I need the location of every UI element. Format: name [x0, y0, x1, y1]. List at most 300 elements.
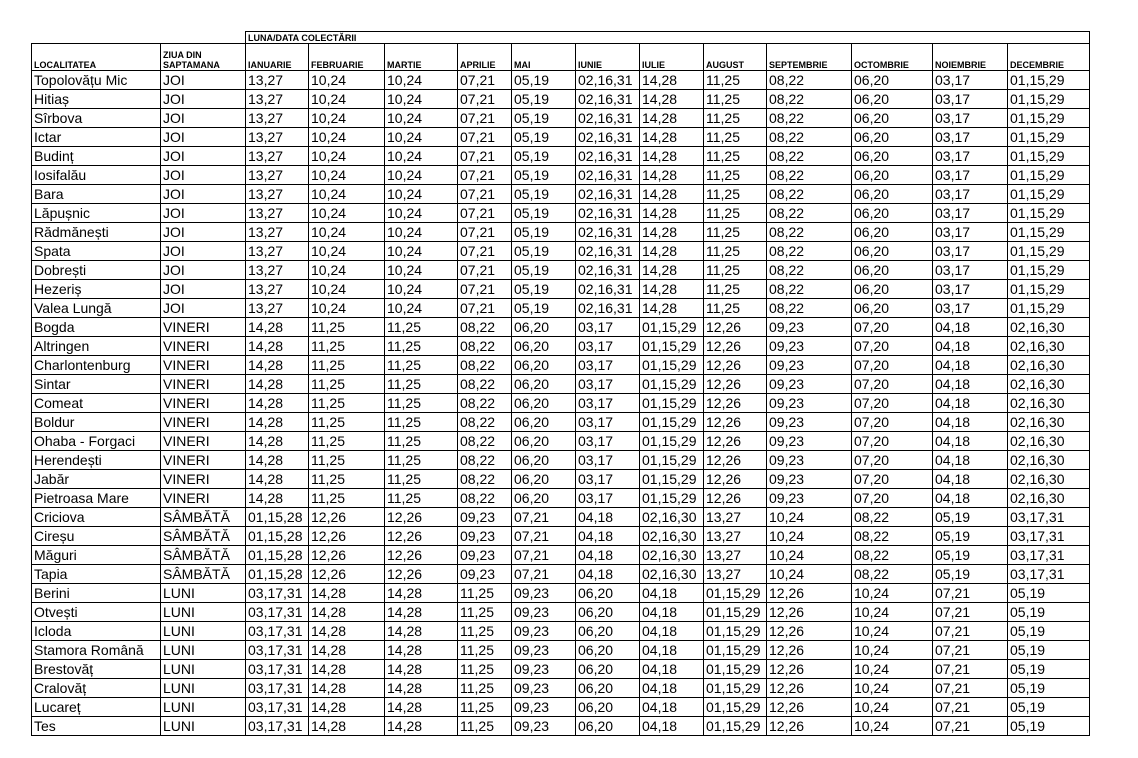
collection-dates-cell: 01,15,29	[1008, 242, 1090, 261]
collection-dates-cell: 07,21	[458, 242, 512, 261]
collection-dates-cell: 11,25	[704, 280, 767, 299]
collection-dates-cell: 09,23	[767, 432, 852, 451]
collection-dates-cell: 13,27	[246, 204, 309, 223]
collection-dates-cell: 03,17	[576, 489, 640, 508]
collection-dates-cell: 06,20	[512, 413, 576, 432]
table-row	[32, 147, 1090, 166]
collection-dates-cell: 03,17,31	[1008, 546, 1090, 565]
collection-dates-cell: 03,17	[576, 470, 640, 489]
month-header: MAI	[512, 44, 576, 71]
collection-dates-cell: 04,18	[640, 698, 704, 717]
collection-dates-cell: 14,28	[640, 71, 704, 90]
collection-dates-cell: 10,24	[852, 641, 933, 660]
weekday-cell: JOI	[161, 128, 246, 147]
collection-dates-cell: 05,19	[1008, 622, 1090, 641]
collection-dates-cell: 01,15,29	[1008, 71, 1090, 90]
collection-dates-cell: 11,25	[704, 223, 767, 242]
month-header: FEBRUARIE	[309, 44, 385, 71]
weekday-cell: VINERI	[161, 451, 246, 470]
collection-dates-cell: 03,17	[576, 413, 640, 432]
table-row	[32, 261, 1090, 280]
collection-dates-cell: 05,19	[1008, 641, 1090, 660]
weekday-cell: VINERI	[161, 470, 246, 489]
collection-dates-cell: 09,23	[767, 356, 852, 375]
weekday-cell: JOI	[161, 90, 246, 109]
locality-cell: Lăpușnic	[32, 204, 161, 223]
collection-dates-cell: 01,15,29	[704, 660, 767, 679]
collection-dates-cell: 12,26	[309, 546, 385, 565]
collection-dates-cell: 02,16,31	[576, 185, 640, 204]
collection-dates-cell: 01,15,29	[1008, 261, 1090, 280]
weekday-cell: VINERI	[161, 413, 246, 432]
collection-dates-cell: 03,17,31	[246, 603, 309, 622]
collection-dates-cell: 03,17	[576, 394, 640, 413]
collection-dates-cell: 13,27	[246, 147, 309, 166]
collection-dates-cell: 11,25	[385, 394, 458, 413]
collection-dates-cell: 01,15,28	[246, 546, 309, 565]
collection-dates-cell: 14,28	[246, 375, 309, 394]
collection-dates-cell: 05,19	[512, 128, 576, 147]
collection-dates-cell: 02,16,31	[576, 90, 640, 109]
collection-dates-cell: 03,17,31	[246, 679, 309, 698]
collection-dates-cell: 09,23	[512, 641, 576, 660]
collection-dates-cell: 10,24	[767, 527, 852, 546]
locality-cell: Criciova	[32, 508, 161, 527]
collection-dates-cell: 07,21	[458, 147, 512, 166]
collection-dates-cell: 02,16,30	[1008, 394, 1090, 413]
collection-dates-cell: 14,28	[640, 204, 704, 223]
weekday-cell: JOI	[161, 261, 246, 280]
collection-dates-cell: 08,22	[458, 394, 512, 413]
collection-dates-cell: 09,23	[767, 318, 852, 337]
collection-dates-cell: 04,18	[576, 565, 640, 584]
collection-dates-cell: 12,26	[767, 698, 852, 717]
collection-dates-cell: 13,27	[246, 223, 309, 242]
collection-dates-cell: 13,27	[704, 546, 767, 565]
collection-dates-cell: 01,15,29	[640, 470, 704, 489]
collection-dates-cell: 07,20	[852, 375, 933, 394]
header-spacer	[32, 32, 246, 44]
collection-dates-cell: 07,21	[458, 109, 512, 128]
collection-dates-cell: 03,17,31	[246, 717, 309, 736]
collection-dates-cell: 12,26	[385, 565, 458, 584]
collection-dates-cell: 02,16,30	[640, 508, 704, 527]
collection-dates-cell: 14,28	[246, 432, 309, 451]
collection-dates-cell: 06,20	[512, 337, 576, 356]
table-row	[32, 90, 1090, 109]
collection-dates-cell: 01,15,29	[1008, 280, 1090, 299]
collection-dates-cell: 08,22	[458, 451, 512, 470]
collection-dates-cell: 04,18	[576, 546, 640, 565]
collection-dates-cell: 14,28	[246, 356, 309, 375]
month-header: IANUARIE	[246, 44, 309, 71]
collection-dates-cell: 06,20	[852, 109, 933, 128]
collection-dates-cell: 03,17	[933, 128, 1008, 147]
collection-dates-cell: 09,23	[767, 413, 852, 432]
collection-dates-cell: 10,24	[309, 280, 385, 299]
table-row	[32, 71, 1090, 90]
collection-dates-cell: 14,28	[385, 679, 458, 698]
collection-dates-cell: 06,20	[512, 356, 576, 375]
collection-dates-cell: 01,15,28	[246, 508, 309, 527]
collection-dates-cell: 10,24	[852, 603, 933, 622]
collection-dates-cell: 01,15,29	[1008, 109, 1090, 128]
collection-dates-cell: 13,27	[246, 185, 309, 204]
collection-dates-cell: 03,17,31	[246, 584, 309, 603]
collection-dates-cell: 06,20	[576, 641, 640, 660]
collection-dates-cell: 04,18	[933, 356, 1008, 375]
collection-dates-cell: 03,17	[933, 109, 1008, 128]
table-row	[32, 470, 1090, 489]
collection-dates-cell: 07,21	[458, 204, 512, 223]
collection-dates-cell: 01,15,29	[640, 489, 704, 508]
collection-dates-cell: 10,24	[309, 109, 385, 128]
collection-dates-cell: 12,26	[704, 470, 767, 489]
collection-dates-cell: 04,18	[640, 622, 704, 641]
locality-cell: Brestovăț	[32, 660, 161, 679]
collection-dates-cell: 11,25	[458, 603, 512, 622]
collection-dates-cell: 13,27	[246, 299, 309, 318]
collection-dates-cell: 04,18	[640, 717, 704, 736]
collection-dates-cell: 12,26	[767, 641, 852, 660]
collection-dates-cell: 10,24	[385, 204, 458, 223]
collection-dates-cell: 07,21	[458, 71, 512, 90]
locality-cell: Bogda	[32, 318, 161, 337]
collection-dates-cell: 10,24	[309, 204, 385, 223]
collection-dates-cell: 10,24	[385, 242, 458, 261]
collection-dates-cell: 02,16,31	[576, 109, 640, 128]
collection-dates-cell: 01,15,29	[1008, 128, 1090, 147]
collection-dates-cell: 08,22	[767, 242, 852, 261]
locality-cell: Cireșu	[32, 527, 161, 546]
collection-dates-cell: 05,19	[512, 90, 576, 109]
collection-dates-cell: 04,18	[933, 337, 1008, 356]
collection-dates-cell: 11,25	[385, 451, 458, 470]
collection-dates-cell: 03,17	[933, 261, 1008, 280]
collection-dates-cell: 10,24	[385, 128, 458, 147]
collection-dates-cell: 09,23	[767, 394, 852, 413]
collection-dates-cell: 11,25	[704, 128, 767, 147]
collection-dates-cell: 06,20	[512, 432, 576, 451]
collection-dates-cell: 07,21	[512, 508, 576, 527]
collection-dates-cell: 04,18	[640, 641, 704, 660]
collection-dates-cell: 02,16,31	[576, 242, 640, 261]
collection-dates-cell: 12,26	[704, 432, 767, 451]
collection-dates-cell: 07,20	[852, 489, 933, 508]
collection-dates-cell: 05,19	[1008, 603, 1090, 622]
collection-dates-cell: 07,21	[933, 679, 1008, 698]
table-row	[32, 204, 1090, 223]
collection-dates-cell: 06,20	[576, 584, 640, 603]
collection-dates-cell: 10,24	[852, 584, 933, 603]
collection-dates-cell: 01,15,29	[640, 451, 704, 470]
weekday-cell: LUNI	[161, 603, 246, 622]
locality-cell: Budinț	[32, 147, 161, 166]
collection-dates-cell: 10,24	[385, 90, 458, 109]
collection-dates-cell: 02,16,30	[1008, 356, 1090, 375]
collection-dates-cell: 02,16,31	[576, 261, 640, 280]
collection-dates-cell: 13,27	[246, 71, 309, 90]
collection-dates-cell: 03,17,31	[1008, 527, 1090, 546]
collection-dates-cell: 11,25	[458, 698, 512, 717]
collection-dates-cell: 12,26	[385, 546, 458, 565]
table-row	[32, 337, 1090, 356]
collection-dates-cell: 12,26	[767, 660, 852, 679]
collection-dates-cell: 14,28	[246, 394, 309, 413]
collection-dates-cell: 06,20	[852, 185, 933, 204]
weekday-cell: VINERI	[161, 489, 246, 508]
collection-dates-cell: 14,28	[385, 660, 458, 679]
collection-dates-cell: 11,25	[704, 204, 767, 223]
collection-dates-cell: 11,25	[458, 641, 512, 660]
collection-dates-cell: 03,17,31	[1008, 508, 1090, 527]
collection-dates-cell: 05,19	[512, 109, 576, 128]
collection-dates-cell: 05,19	[933, 546, 1008, 565]
collection-dates-cell: 12,26	[309, 527, 385, 546]
collection-dates-cell: 14,28	[640, 109, 704, 128]
collection-dates-cell: 08,22	[767, 204, 852, 223]
locality-cell: Sintar	[32, 375, 161, 394]
table-row	[32, 660, 1090, 679]
table-row	[32, 546, 1090, 565]
collection-dates-cell: 05,19	[933, 527, 1008, 546]
collection-dates-cell: 05,19	[1008, 717, 1090, 736]
collection-dates-cell: 03,17	[933, 71, 1008, 90]
collection-dates-cell: 02,16,31	[576, 166, 640, 185]
collection-dates-cell: 08,22	[458, 413, 512, 432]
locality-cell: Altringen	[32, 337, 161, 356]
collection-dates-cell: 07,20	[852, 394, 933, 413]
collection-dates-cell: 07,21	[458, 223, 512, 242]
table-row	[32, 432, 1090, 451]
collection-dates-cell: 01,15,29	[1008, 166, 1090, 185]
collection-dates-cell: 02,16,31	[576, 128, 640, 147]
collection-dates-cell: 11,25	[309, 375, 385, 394]
collection-dates-cell: 11,25	[704, 109, 767, 128]
collection-dates-cell: 10,24	[767, 565, 852, 584]
collection-dates-cell: 07,21	[933, 584, 1008, 603]
table-row	[32, 603, 1090, 622]
collection-dates-cell: 02,16,31	[576, 71, 640, 90]
collection-dates-cell: 11,25	[704, 242, 767, 261]
table-row	[32, 527, 1090, 546]
collection-dates-cell: 02,16,31	[576, 204, 640, 223]
collection-dates-cell: 06,20	[852, 280, 933, 299]
locality-cell: Pietroasa Mare	[32, 489, 161, 508]
weekday-cell: JOI	[161, 204, 246, 223]
table-row	[32, 299, 1090, 318]
collection-dates-cell: 06,20	[576, 679, 640, 698]
collection-dates-cell: 03,17	[933, 147, 1008, 166]
weekday-cell: LUNI	[161, 679, 246, 698]
table-row	[32, 622, 1090, 641]
weekday-cell: JOI	[161, 299, 246, 318]
collection-dates-cell: 10,24	[852, 679, 933, 698]
month-header: AUGUST	[704, 44, 767, 71]
collection-dates-cell: 14,28	[309, 622, 385, 641]
collection-dates-cell: 07,21	[458, 185, 512, 204]
collection-dates-cell: 08,22	[767, 223, 852, 242]
collection-dates-cell: 08,22	[767, 128, 852, 147]
collection-dates-cell: 11,25	[458, 660, 512, 679]
collection-dates-cell: 05,19	[512, 242, 576, 261]
collection-dates-cell: 02,16,30	[1008, 413, 1090, 432]
collection-dates-cell: 04,18	[933, 394, 1008, 413]
collection-dates-cell: 01,15,29	[1008, 185, 1090, 204]
collection-dates-cell: 11,25	[704, 71, 767, 90]
locality-cell: Tapia	[32, 565, 161, 584]
collection-dates-cell: 06,20	[576, 717, 640, 736]
collection-dates-cell: 02,16,31	[576, 147, 640, 166]
collection-dates-cell: 02,16,30	[640, 565, 704, 584]
collection-dates-cell: 06,20	[512, 394, 576, 413]
table-row	[32, 641, 1090, 660]
collection-dates-cell: 05,19	[1008, 679, 1090, 698]
collection-dates-cell: 11,25	[385, 489, 458, 508]
collection-dates-cell: 07,21	[512, 565, 576, 584]
collection-dates-cell: 08,22	[767, 166, 852, 185]
collection-dates-cell: 03,17,31	[246, 660, 309, 679]
collection-dates-cell: 08,22	[767, 109, 852, 128]
collection-dates-cell: 03,17	[576, 318, 640, 337]
collection-dates-cell: 06,20	[852, 299, 933, 318]
collection-dates-cell: 12,26	[767, 622, 852, 641]
collection-dates-cell: 11,25	[385, 356, 458, 375]
locality-cell: Sîrbova	[32, 109, 161, 128]
collection-dates-cell: 12,26	[309, 508, 385, 527]
collection-dates-cell: 14,28	[385, 603, 458, 622]
collection-dates-cell: 02,16,31	[576, 280, 640, 299]
month-header: OCTOMBRIE	[852, 44, 933, 71]
collection-dates-cell: 10,24	[309, 166, 385, 185]
collection-dates-cell: 04,18	[933, 375, 1008, 394]
collection-dates-cell: 10,24	[309, 90, 385, 109]
collection-dates-cell: 06,20	[512, 318, 576, 337]
collection-dates-cell: 11,25	[458, 679, 512, 698]
collection-dates-cell: 01,15,29	[640, 394, 704, 413]
collection-dates-cell: 07,21	[933, 660, 1008, 679]
collection-dates-cell: 11,25	[309, 337, 385, 356]
collection-dates-cell: 10,24	[385, 261, 458, 280]
collection-dates-cell: 07,21	[458, 299, 512, 318]
collection-dates-cell: 14,28	[640, 166, 704, 185]
collection-dates-cell: 01,15,29	[640, 432, 704, 451]
weekday-cell: VINERI	[161, 375, 246, 394]
weekday-cell: LUNI	[161, 584, 246, 603]
table-row	[32, 508, 1090, 527]
collection-dates-cell: 04,18	[933, 451, 1008, 470]
collection-dates-cell: 04,18	[933, 489, 1008, 508]
weekday-cell: JOI	[161, 71, 246, 90]
collection-dates-cell: 07,21	[458, 261, 512, 280]
collection-dates-cell: 14,28	[640, 242, 704, 261]
collection-dates-cell: 07,21	[512, 527, 576, 546]
locality-cell: Icloda	[32, 622, 161, 641]
collection-dates-cell: 07,21	[933, 603, 1008, 622]
collection-dates-cell: 10,24	[852, 622, 933, 641]
collection-dates-cell: 11,25	[458, 717, 512, 736]
collection-dates-cell: 10,24	[385, 299, 458, 318]
collection-dates-cell: 08,22	[767, 147, 852, 166]
collection-dates-cell: 03,17,31	[1008, 565, 1090, 584]
table-row	[32, 394, 1090, 413]
collection-dates-cell: 02,16,30	[640, 527, 704, 546]
collection-dates-cell: 08,22	[767, 90, 852, 109]
locality-cell: Ohaba - Forgaci	[32, 432, 161, 451]
collection-dates-cell: 10,24	[385, 166, 458, 185]
collection-dates-cell: 14,28	[385, 698, 458, 717]
collection-dates-cell: 14,28	[640, 261, 704, 280]
collection-dates-cell: 11,25	[385, 432, 458, 451]
collection-dates-cell: 11,25	[385, 470, 458, 489]
collection-dates-cell: 12,26	[704, 413, 767, 432]
collection-dates-cell: 03,17	[933, 223, 1008, 242]
collection-dates-cell: 13,27	[246, 242, 309, 261]
collection-dates-cell: 01,15,29	[704, 603, 767, 622]
collection-dates-cell: 02,16,30	[1008, 451, 1090, 470]
collection-dates-cell: 02,16,31	[576, 299, 640, 318]
collection-dates-cell: 06,20	[512, 470, 576, 489]
collection-dates-cell: 03,17	[933, 242, 1008, 261]
month-header: APRILIE	[458, 44, 512, 71]
collection-dates-cell: 06,20	[852, 147, 933, 166]
collection-dates-cell: 12,26	[704, 318, 767, 337]
collection-dates-cell: 06,20	[512, 451, 576, 470]
locality-cell: Bara	[32, 185, 161, 204]
locality-cell: Otvești	[32, 603, 161, 622]
collection-dates-cell: 04,18	[640, 584, 704, 603]
weekday-cell: JOI	[161, 280, 246, 299]
locality-cell: Iosifalău	[32, 166, 161, 185]
collection-dates-cell: 05,19	[512, 223, 576, 242]
collection-dates-cell: 08,22	[767, 299, 852, 318]
collection-dates-cell: 12,26	[767, 679, 852, 698]
collection-dates-cell: 02,16,30	[1008, 375, 1090, 394]
locality-cell: Hezeriș	[32, 280, 161, 299]
collection-dates-cell: 01,15,29	[1008, 90, 1090, 109]
collection-dates-cell: 11,25	[309, 470, 385, 489]
collection-dates-cell: 06,20	[512, 375, 576, 394]
collection-dates-cell: 01,15,28	[246, 527, 309, 546]
weekday-cell: JOI	[161, 109, 246, 128]
weekday-column-header: ZIUA DIN SAPTAMANA	[161, 44, 246, 71]
collection-dates-cell: 11,25	[385, 318, 458, 337]
locality-cell: Cralovăț	[32, 679, 161, 698]
collection-dates-cell: 08,22	[767, 261, 852, 280]
collection-dates-cell: 08,22	[458, 337, 512, 356]
table-row	[32, 166, 1090, 185]
collection-dates-cell: 05,19	[1008, 698, 1090, 717]
collection-dates-cell: 13,27	[246, 261, 309, 280]
collection-dates-cell: 08,22	[852, 565, 933, 584]
collection-dates-cell: 12,26	[385, 527, 458, 546]
locality-cell: Topolovățu Mic	[32, 71, 161, 90]
table-row	[32, 356, 1090, 375]
collection-dates-cell: 08,22	[458, 489, 512, 508]
collection-dates-cell: 07,21	[512, 546, 576, 565]
collection-dates-cell: 14,28	[385, 641, 458, 660]
collection-dates-cell: 10,24	[852, 660, 933, 679]
collection-dates-cell: 05,19	[512, 204, 576, 223]
month-header: NOIEMBRIE	[933, 44, 1008, 71]
collection-dates-cell: 08,22	[458, 356, 512, 375]
weekday-cell: VINERI	[161, 394, 246, 413]
collection-dates-cell: 10,24	[309, 185, 385, 204]
collection-dates-cell: 10,24	[309, 242, 385, 261]
collection-dates-cell: 04,18	[640, 660, 704, 679]
collection-dates-cell: 04,18	[933, 432, 1008, 451]
locality-cell: Valea Lungă	[32, 299, 161, 318]
